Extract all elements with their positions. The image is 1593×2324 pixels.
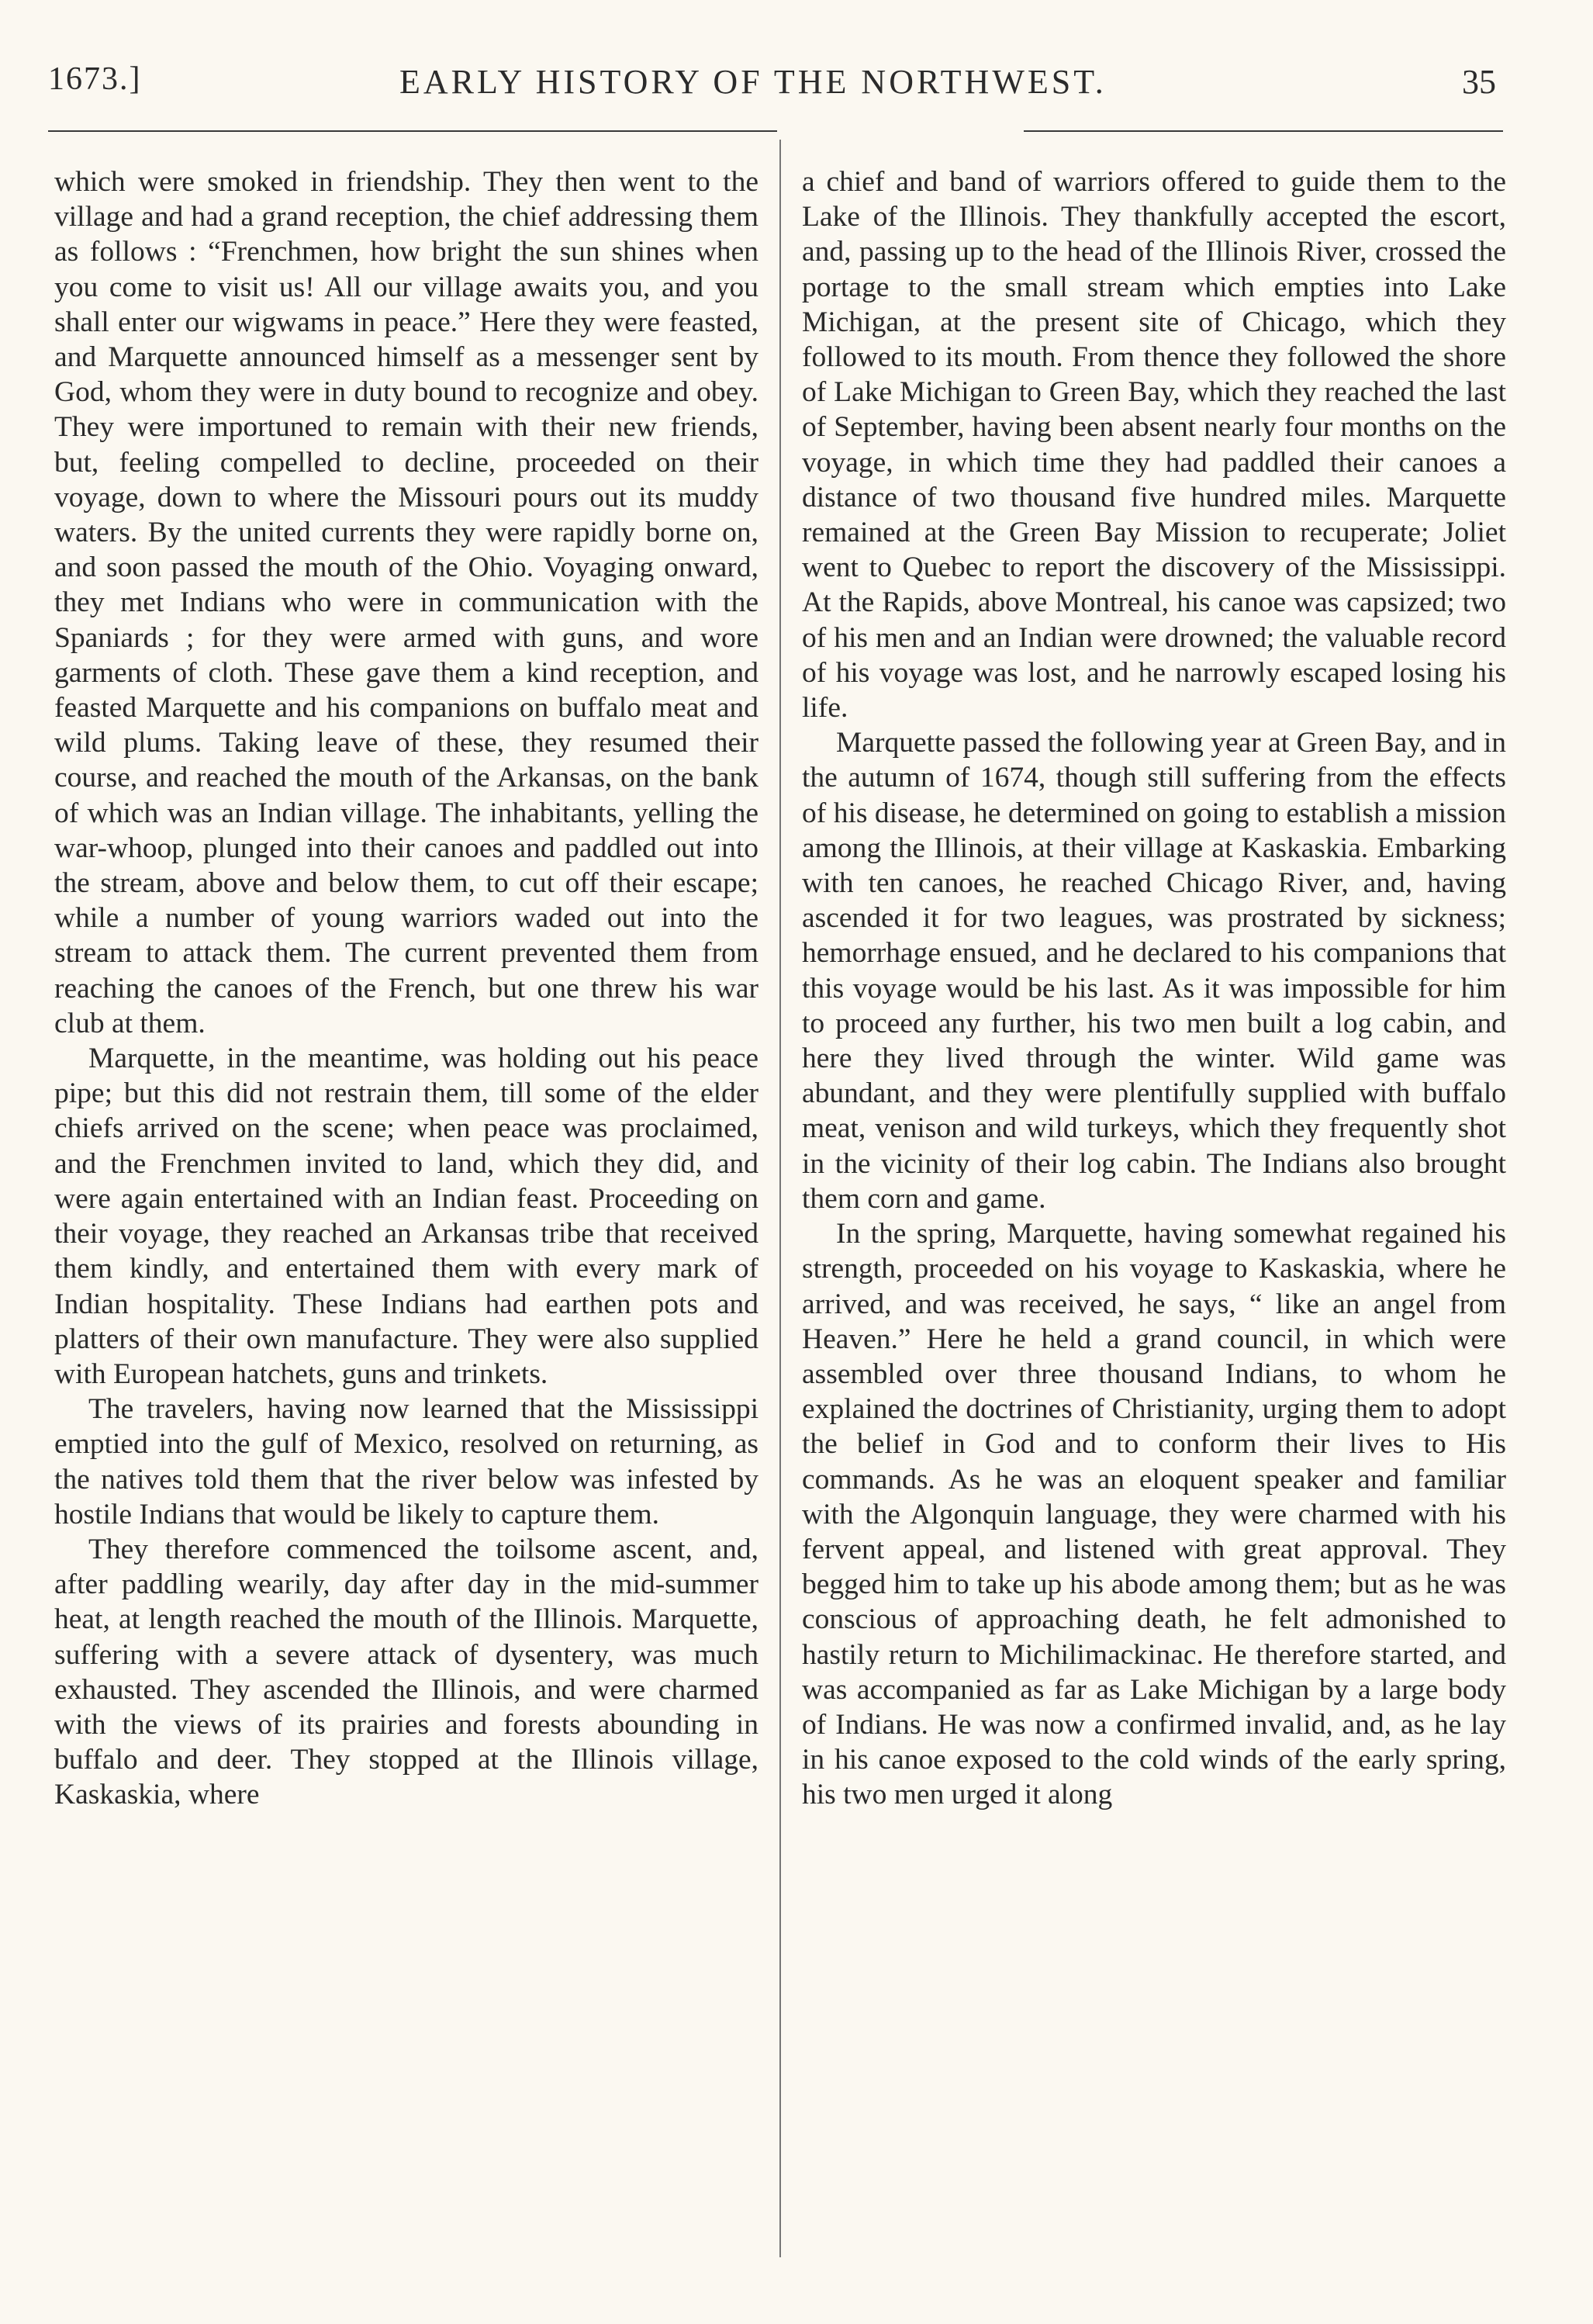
left-paragraph-3: The travelers, having now learned that the Mississippi emptied into the gulf of Mexico, resolved on returning, as the natives told them that the river below was infested by hostile Indians that would be likely to capture them. [54,1393,758,1530]
left-paragraph-4: They therefore commenced the toilsome ascent, and, after paddling wearily, day after day in the mid-summer heat, at length reached the mouth of the Illinois. Marquette, suffering with a severe attack of dysentery, was much exhausted. They ascended the Illinois, and were charmed with the views of its prairies and forests abounding in buffalo and deer. They stopped at the Illinois village, Kaskaskia, where [54,1533,758,1811]
running-title: EARLY HISTORY OF THE NORTHWEST. [399,63,1107,101]
right-paragraph-1: a chief and band of warriors offered to guide them to the Lake of the Illinois. They thankfully accepted the escort, and, passing up to the head of the Illinois River, crossed the portage to the small stream which empties into Lake Michigan, at the present site of Chicago, which they followed to its mouth. From thence they followed the shore of Lake Michigan to Green Bay, which they reached the last of September, having been absent nearly four months on the voyage, in which time they had paddled their canoes a distance of two thousand five hundred miles. Marquette remained at the Green Bay Mission to recuperate; Joliet went to Quebec to report the discovery of the Mississippi. At the Rapids, above Montreal, his canoe was capsized; two of his men and an Indian were drowned; the valuable record of his voyage was lost, and he narrowly escaped losing his life. [802,166,1506,725]
right-column [802,164,1506,1813]
right-paragraph-2: Marquette passed the following year at Green Bay, and in the autumn of 1674, though still suffering from the effects of his disease, he determined on going to establish a mission among the Illinois, at their village at Kaskaskia. Embarking with ten canoes, he reached Chicago River, and, having ascended it for two leagues, was prostrated by sickness; hemorrhage ensued, and he declared to his companions that this voyage would be his last. As it was impossible for him to proceed any further, his two men built a log cabin, and here they lived through the winter. Wild game was abundant, and they were plentifully supplied with buffalo meat, venison and wild turkeys, which they frequently shot in the vicinity of their log cabin. The Indians also brought them corn and game. [802,727,1506,1215]
left-paragraph-2: Marquette, in the meantime, was holding out his peace pipe; but this did not restrain them, till some of the elder chiefs arrived on the scene; when peace was proclaimed, and the Frenchmen invited to land, which they did, and were again entertained with an Indian feast. Proceeding on their voyage, they reached an Arkansas tribe that received them kindly, and entertained them with every mark of Indian hospitality. These Indians had earthen pots and platters of their own manufacture. They were also supplied with European hatchets, guns and trinkets. [54,1043,758,1390]
header-rule-left [48,130,777,132]
header-year: 1673.] [48,61,142,97]
page-number: 35 [1462,63,1496,101]
left-paragraph-1: which were smoked in friendship. They then went to the village and had a grand reception, the chief addressing them as follows : “Frenchmen, how bright the sun shines when you come to visit us! All our village awaits you, and you shall enter our wigwams in peace.” Here they were feasted, and Marquette announced himself as a messenger sent by God, whom they were in duty bound to recognize and obey. They were importuned to remain with their new friends, but, feeling compelled to decline, proceeded on their voyage, down to where the Missouri pours out its muddy waters. By the united currents they were rapidly borne on, and soon passed the mouth of the Ohio. Voyaging onward, they met Indians who were in communication with the Spaniards ; for they were armed with guns, and wore garments of cloth. These gave them a kind reception, and feasted Marquette and his companions on buffalo meat and wild plums. Taking leave of these, they resumed their course, and reached the mouth of the Arkansas, on the bank of which was an Indian village. The inhabitants, yelling the war-whoop, plunged into their canoes and paddled out into the stream, above and below them, to cut off their escape; while a number of young warriors waded out into the stream to attack them. The current prevented them from reaching the canoes of the French, but one threw his war club at them. [54,166,758,1039]
right-paragraph-3: In the spring, Marquette, having somewhat regained his strength, proceeded on his voyage to Kaskaskia, where he arrived, and was received, he says, “ like an angel from Heaven.” Here he held a grand council, in which were assembled over three thousand Indians, to whom he explained the doctrines of Christianity, urging them to adopt the belief in God and to conform their lives to His commands. As he was an eloquent speaker and familiar with the Algonquin language, they were charmed with his fervent appeal, and listened with great approval. They begged him to take up his abode among them; but as he was conscious of approaching death, he felt admonished to hastily return to Michilimackinac. He therefore started, and was accompanied as far as Lake Michigan by a large body of Indians. He was now a confirmed invalid, and, as he lay in his canoe exposed to the cold winds of the early spring, his two men urged it along [802,1218,1506,1811]
header-rule-right [1024,130,1503,132]
page-header [0,0,1593,124]
column-divider [779,140,781,2257]
left-column [54,164,758,1813]
